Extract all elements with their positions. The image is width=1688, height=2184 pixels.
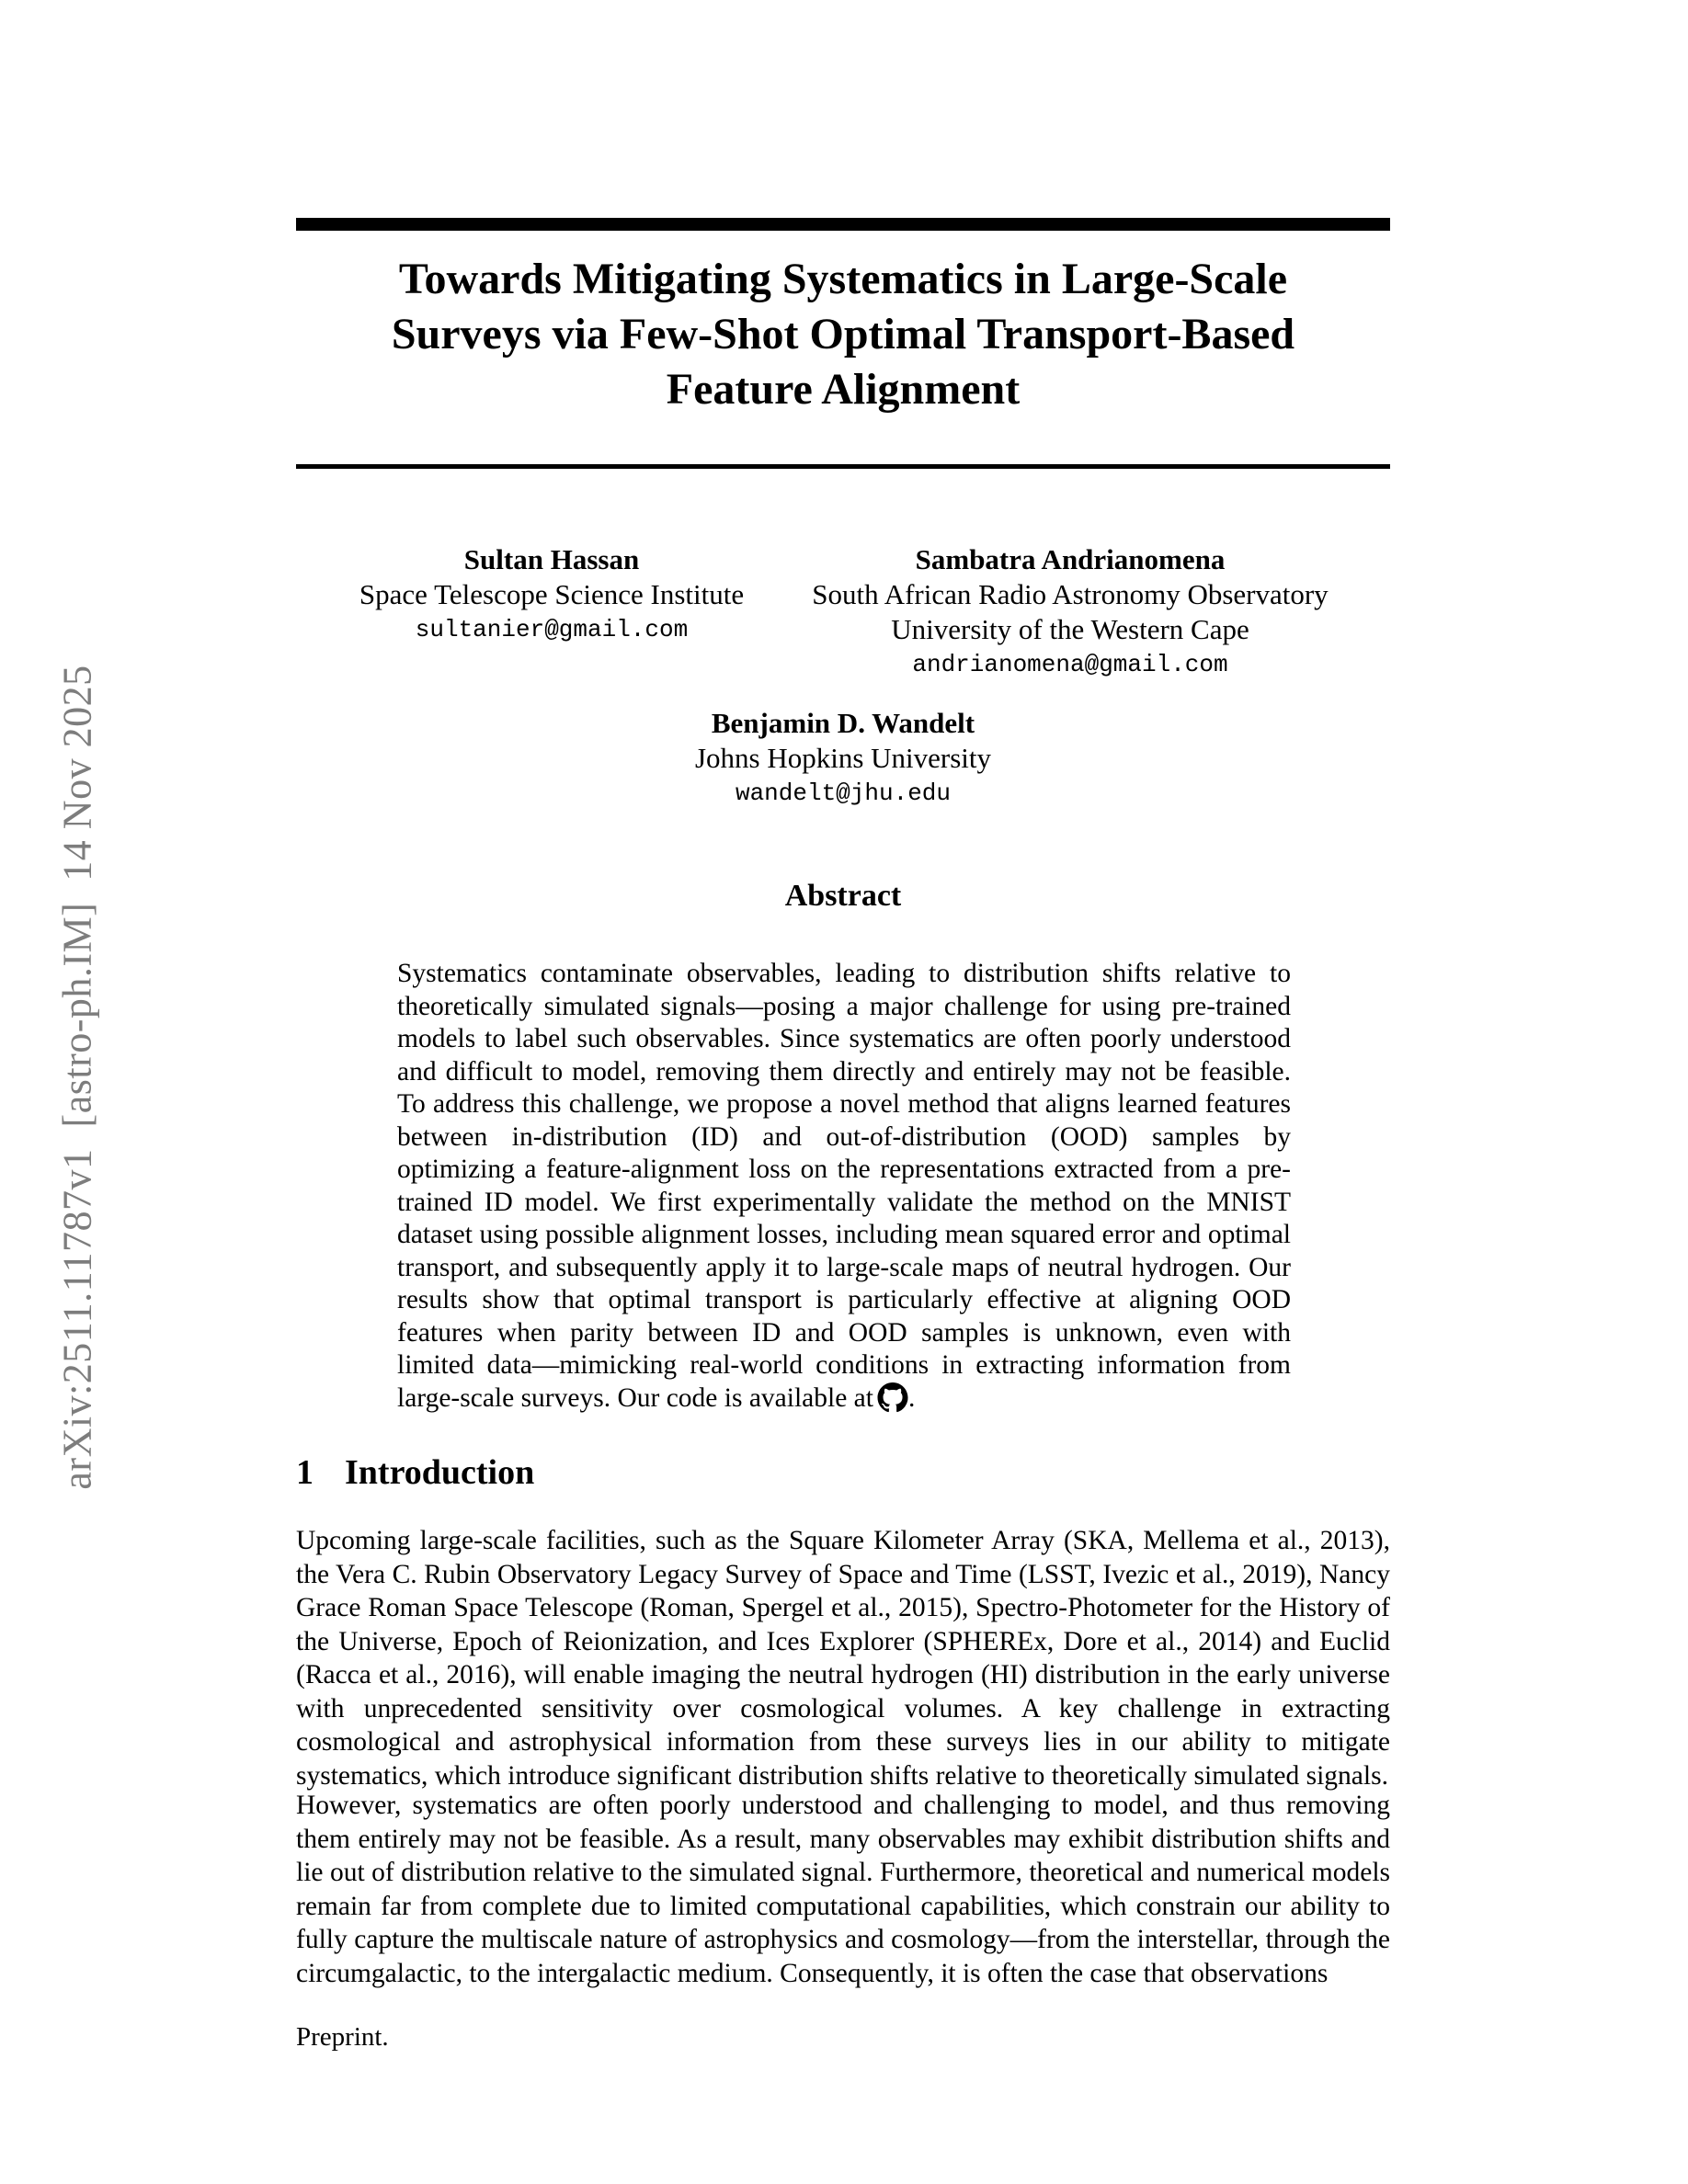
title-line-2: Surveys via Few-Shot Optimal Transport-Based (391, 310, 1295, 358)
title-line-3: Feature Alignment (666, 365, 1021, 414)
title-line-1: Towards Mitigating Systematics in Large-Scale (398, 255, 1288, 303)
abstract-text-body: Systematics contaminate observables, leading to distribution shifts relative to theoretically simulated signals—posing a major challenge for using pre-trained models to label such observables. Since systematics are often poorly understood and difficult to model, removing them directly and entirely may not be feasible. To address this challenge, we propose a novel method that aligns learned features between in-distribution (ID) and out-of-distribution (OOD) samples by optimizing a feature-alignment loss on the representations extracted from a pre-trained ID model. We first experimentally validate the method on the MNIST dataset using possible alignment losses, including mean squared error and optimal transport, and subsequently apply it to large-scale maps of neutral hydrogen. Our results show that optimal transport is particularly effective at aligning OOD features when parity between ID and OOD samples is unknown, even with limited data—mimicking real-world conditions in extracting information from large-scale surveys. Our code is available at (397, 959, 1291, 1413)
author-block-3 (296, 706, 1390, 811)
author-email: sultanier@gmail.com (415, 616, 689, 643)
section-title: Introduction (345, 1453, 535, 1492)
arxiv-watermark: arXiv:2511.11787v1 [astro-ph.IM] 14 Nov 2025 (54, 665, 100, 1490)
title-rule-top (296, 218, 1390, 231)
section-heading-introduction (296, 1452, 1390, 1493)
intro-paragraph-2: However, systematics are often poorly understood and challenging to model, and thus removing them entirely may not be feasible. As a result, many observables may exhibit distribution shifts and lie out of distribution relative to the simulated signal. Furthermore, theoretical and numerical models remain far from complete due to limited computational capabilities, which constrain our ability to fully capture the multiscale nature of astrophysics and cosmology—from the interstellar, through the circumgalactic, to the intergalactic medium. Consequently, it is often the case that observations (296, 1791, 1390, 1988)
author-email: wandelt@jhu.edu (735, 779, 952, 807)
preprint-footer: Preprint. (296, 2022, 389, 2052)
author-block-1 (349, 542, 754, 647)
author-affiliation: South African Radio Astronomy Observatory (812, 578, 1329, 610)
author-name: Sambatra Andrianomena (915, 543, 1226, 575)
title-rule-bottom (296, 464, 1390, 469)
author-affiliation: Johns Hopkins University (694, 742, 992, 774)
intro-paragraph-1: Upcoming large-scale facilities, such as the Square Kilometer Array (SKA, Mellema et al., 2013), the Vera C. Rubin Observatory Legacy Survey of Space and Time (LSST, Ivezic et al., 2019), Nancy Grace Roman Space Telescope (Roman, Spergel et al., 2015), Spectro-Photometer for the History of the Universe, Epoch of Reionization, and Ices Explorer (SPHEREx, Dore et al., 2014) and Euclid (Racca et al., 2016), will enable imaging the neutral hydrogen (HI) distribution in the early universe with unprecedented sensitivity over cosmological volumes. A key challenge in extracting cosmological and astrophysical information from these surveys lies in our ability to mitigate systematics, which introduce significant distribution shifts relative to theoretically simulated signals. (296, 1526, 1390, 1791)
abstract-text (397, 958, 1291, 1415)
author-block-2 (804, 542, 1337, 682)
paper-title (296, 252, 1390, 417)
author-affiliation: University of the Western Cape (891, 613, 1249, 645)
author-name: Sultan Hassan (463, 543, 640, 575)
abstract-heading: Abstract (784, 879, 902, 913)
author-affiliation: Space Telescope Science Institute (359, 578, 745, 610)
github-icon[interactable] (877, 1382, 908, 1413)
section-number: 1 (296, 1453, 314, 1492)
abstract-text-suffix: . (907, 1382, 916, 1413)
author-name: Benjamin D. Wandelt (711, 707, 975, 739)
author-email: andrianomena@gmail.com (912, 651, 1228, 678)
